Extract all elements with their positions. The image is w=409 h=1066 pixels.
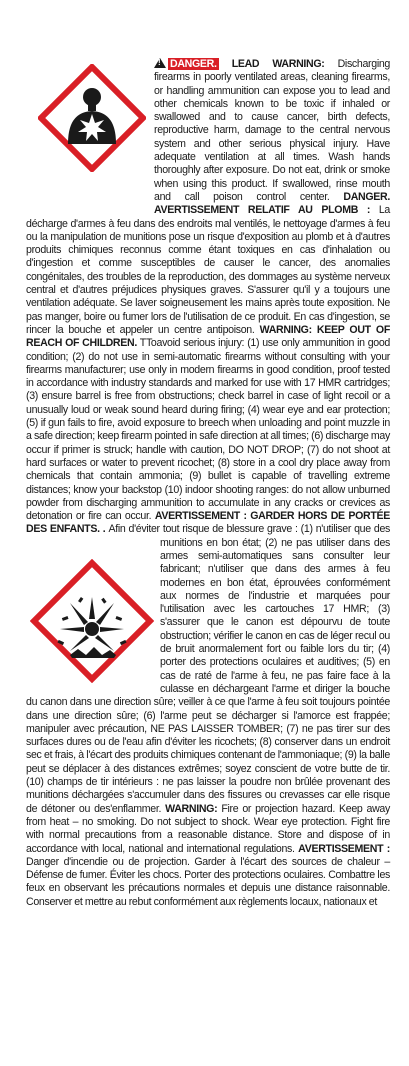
lead-warning-text: Discharging firearms in poorly ventilated areas, cleaning firearms, or handling ammunition can expose you to lead and other chemicals known to be toxic if inhaled or swallowed and to cause cancer, birth defects, reproductive harm, damage to the central nervous system and other serious physical injury. Have adequate ventilation at all times. Wash hands thoroughly after exposure. Do not eat, drink or smoke when using this product. If swallowed, rinse mouth and call poison control center. [154,58,390,203]
lead-warning-fr-text: La décharge d'armes à feu dans des endroits mal ventilés, le nettoyage d'armes à feu ou la manipulation de munitions pose un risque d'exposition au plomb et à d'autres produits chimiques reconnus comme étant toxiques en cas d'inhalation ou d'ingestion et comme susceptibles de causer le cancer, des anomalies congénitales, des troubles de la reproduction, des dommages au système nerveux central et d'autres préjudices physiques graves. S'assurer qu'il y a toujours une ventilation adéquate. Se laver soigneusement les mains après toute exposition. Ne pas manger, boire ou fumer lors de l'utilisation de ce produit. En cas d'ingestion, se rincer la bouche et appeler un centre antipoison. [26,204,390,336]
health-hazard-pictogram [38,64,146,214]
children-warning-text: TToavoid serious injury: (1) use only ammunition in good condition; (2) do not use in semi-automatic firearms without consulting with your firearms manufacturer; use only in modern firearms in good condition, proof tested in accordance with industry standards and marked for use with 17 HMR cartridges; (3) ensure barrel is free from obstructions; check barrel in case of light recoil or a unusually loud or weak sound heard during firing; (4) wear eye and ear protection; (5) if gun fails to fire, avoid exposure to breech when unloading and point muzzle in a safe direction; keep firearm pointed in safe direction at all times; (6) discharge may occur if primer is struck; handle with caution, DO NOT DROP; (7) do not shoot at hard surfaces or water to prevent ricochet; (8) store in a cool dry place away from chemicals that contain ammonia; (9) bullet is capable of travelling extreme distances; know your backstop (10) indoor shooting ranges: do not allow unburned powder from discharging ammunition to accumulate in any cracks or crevices as detonation or fire can occur. [26,337,390,523]
children-warning-fr-title: AVERTISSEMENT : GARDER HORS DE PORTÉE DES ENFANTS. . [26,510,390,536]
fire-warning-text: Fire or projection hazard. Keep away from heat – no smoking. Do not subject to shock. Wear eye protection. Fight fire with normal precautions from a reasonable distance. Store and dispose of in accordance with local, national and international regulations. [26,802,390,855]
warning-triangle-icon [154,58,166,68]
exploding-bomb-icon [30,559,154,683]
lead-warning-fr-title: AVERTISSEMENT RELATIF AU PLOMB : [154,204,371,217]
children-warning-label: WARNING: [259,323,312,336]
health-hazard-icon [38,64,146,172]
explosive-pictogram [30,525,154,683]
fire-warning-fr-label: AVERTISSEMENT : [298,842,390,855]
fire-warning-fr-text: Danger d'incendie ou de projection. Garder à l'écart des sources de chaleur – Défense de fumer. Éviter les chocs. Porter des protections oculaires. Combattre les feux en observant les précautions normales et depuis une distance raisonnable. Conserver et mettre au rebut conformément aux règlements locaux, nationaux et [26,855,390,908]
danger-fr-label: DANGER. [343,190,391,203]
lead-warning-title: LEAD WARNING: [231,58,325,70]
children-warning-fr-text: Afin d'éviter tout risque de blessure grave : (1) n'utiliser que des munitions en bon état; (2) ne pas utiliser dans des armes semi-automatiques sans consulter leur fabricant; n'utiliser que dans des armes à feu modernes en bon état, éprouvées conformément aux normes de l'industrie et marquées pour l'utilisation avec les cartouches 17 HMR; (3) s'assurer que le canon est dépourvu de toute obstruction; vérifier le canon en cas de léger recul ou de bruit anormalement fort ou faible lors du tir; (4) porter des protections oculaires et auditives; (5) en cas de raté de l'arme à feu, ne pas faire face à la culasse en déchargeant l'arme et diriger la bouche du canon dans une direction sûre; veiller à ce que l'arme à feu soit toujours pointée dans une direction sûre; (6) l'arme peut se décharger si l'amorce est frappée; manipuler avec précaution, NE PAS LAISSER TOMBER; (7) ne pas tirer sur des surfaces dures ou de l'eau afin d'éviter les ricochets; (8) conserver dans un endroit sec et frais, à l'écart des produits chimiques contenant de l'ammoniaque; (9) la balle peut se déplacer à des distances extrêmes; soyez conscient de votre butte de tir. (10) champs de tir intérieurs : ne pas laisser la poudre non brûlée provenant des munitions déchargées s'accumuler dans des fissures ou crevasses car elle risque de détoner ou des'enflammer. [26,523,390,815]
danger-label: DANGER. [170,58,217,70]
fire-warning-label: WARNING: [165,802,218,815]
warning-label-text [26,58,390,909]
children-warning-title: KEEP OUT OF REACH OF CHILDREN. [26,323,391,350]
